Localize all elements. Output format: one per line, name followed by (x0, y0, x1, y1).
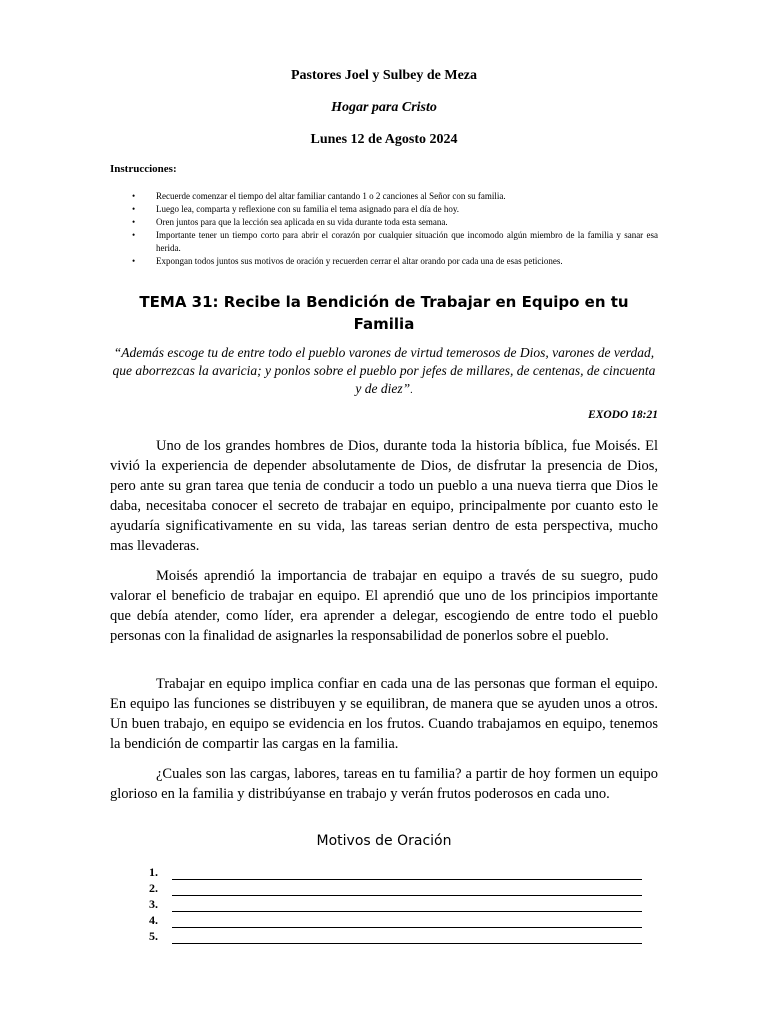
prayer-line-number: 5. (149, 929, 158, 943)
bullet-icon: • (132, 256, 136, 266)
body-paragraph: ¿Cuales son las cargas, labores, tareas en tu familia? a partir de hoy formen un equipo glorioso en la familia y distribúyanse en trabajo y verán frutos poderosos en cada uno. (110, 766, 658, 802)
instruction-item (110, 216, 658, 229)
bullet-icon: • (132, 191, 136, 201)
instructions-label: Instrucciones: (110, 163, 177, 175)
prayer-title: Motivos de Oración (316, 833, 452, 849)
instruction-item (110, 190, 658, 203)
instructions-list (110, 190, 658, 268)
instruction-text: Luego lea, comparta y reflexione con su familia el tema asignado para el día de hoy. (156, 204, 460, 214)
prayer-line-number: 1. (149, 865, 158, 879)
body-paragraph: Uno de los grandes hombres de Dios, durante toda la historia bíblica, fue Moisés. El vivió la experiencia de depender absolutamente de Dios, de disfrutar la presencia de Dios, pero ante su gran tarea que tenia de conducir a todo un pueblo a una nueva tierra que Dios le daba, necesitaba conocer el secreto de trabajar en equipo, principalmente por cuanto esto le ayudaría significativamente en su vida, las tareas serian dentro de esta perspectiva, mucho mas llevaderas. (110, 438, 658, 554)
date-heading: Lunes 12 de Agosto 2024 (310, 132, 458, 147)
prayer-line (140, 912, 642, 928)
instruction-item (110, 229, 658, 255)
blank-line (172, 916, 642, 928)
prayer-line (140, 864, 642, 880)
prayer-line-number: 4. (149, 913, 158, 927)
bible-verse (110, 344, 658, 400)
body-paragraph: Trabajar en equipo implica confiar en cada una de las personas que forman el equipo. En equipo las funciones se distribuyen y se equilibran, de manera que se ayuden unos a otros. Un buen trabajo, en equipo se evidencia en los frutos. Cuando trabajamos en equipo, tenemos la bendición de compartir las cargas en la familia. (110, 676, 658, 752)
instruction-text: Oren juntos para que la lección sea aplicada en su vida durante toda esta semana. (156, 217, 448, 227)
theme-title: TEMA 31: Recibe la Bendición de Trabajar en Equipo en tu Familia (139, 293, 629, 333)
body-paragraph: Moisés aprendió la importancia de trabajar en equipo a través de su suegro, pudo valorar el beneficio de trabajar en equipo. El aprendió que uno de los principios importante que debía atender, como líder, era aprender a delegar, escogiendo de entre todo el pueblo personas con la finalidad de asignarles la responsabilidad de ponerlos sobre el pueblo. (110, 568, 658, 644)
prayer-line (140, 928, 642, 944)
prayer-line (140, 896, 642, 912)
verse-reference: EXODO 18:21 (588, 409, 658, 421)
subtitle-heading: Hogar para Cristo (331, 100, 437, 115)
pastors-heading: Pastores Joel y Sulbey de Meza (291, 68, 477, 83)
instruction-text: Expongan todos juntos sus motivos de oración y recuerden cerrar el altar orando por cada una de esas peticiones. (156, 256, 563, 266)
blank-line (172, 932, 642, 944)
instruction-text: Importante tener un tiempo corto para abrir el corazón por cualquier situación que incomodo algún miembro de la familia y sanar esa herida. (156, 230, 658, 253)
prayer-line-number: 2. (149, 881, 158, 895)
prayer-lines (140, 864, 642, 944)
prayer-line (140, 880, 642, 896)
instruction-item (110, 255, 658, 268)
bullet-icon: • (132, 217, 136, 227)
bullet-icon: • (132, 204, 136, 214)
instruction-item (110, 203, 658, 216)
blank-line (172, 900, 642, 912)
bullet-icon: • (132, 230, 136, 240)
blank-line (172, 884, 642, 896)
blank-line (172, 868, 642, 880)
prayer-line-number: 3. (149, 897, 158, 911)
verse-end: . (410, 385, 413, 396)
instruction-text: Recuerde comenzar el tiempo del altar familiar cantando 1 o 2 canciones al Señor con su familia. (156, 191, 506, 201)
verse-text: “Además escoge tu de entre todo el pueblo varones de virtud temerosos de Dios, varones de verdad, que aborrezcas la avaricia; y ponlos sobre el pueblo por jefes de millares, de centenas, de cincuenta y de diez” (112, 345, 656, 396)
